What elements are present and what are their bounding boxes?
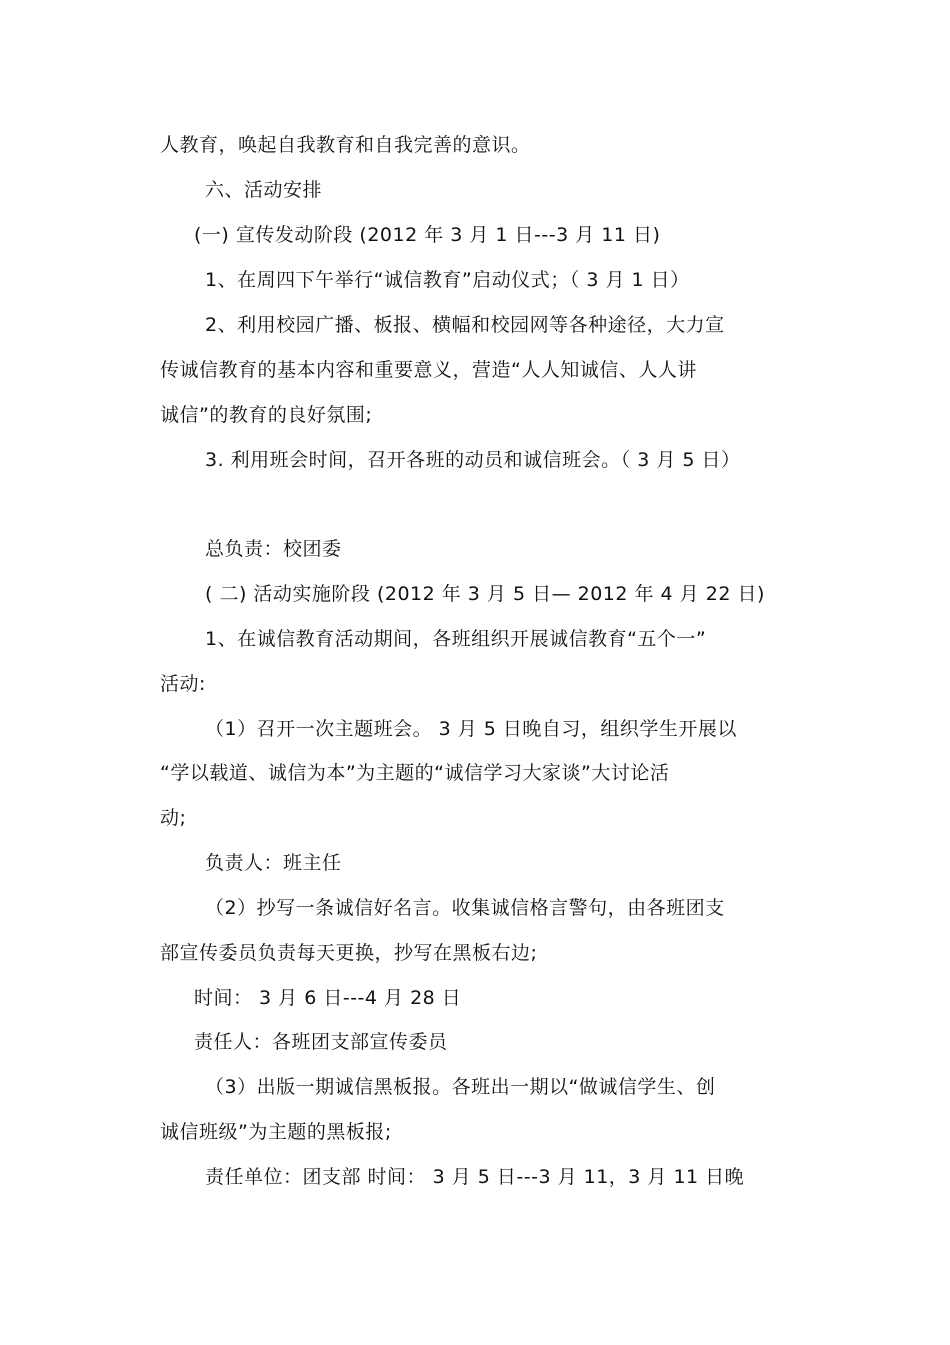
- text-line-15: 动;: [160, 807, 187, 829]
- text-line-13: （1）召开一次主题班会。 3 月 5 日晚自习，组织学生开展以: [205, 718, 737, 740]
- text-line-22: 诚信班级”为主题的黑板报;: [160, 1121, 392, 1143]
- text-line-8: 3. 利用班会时间，召开各班的动员和诚信班会。（ 3 月 5 日）: [205, 449, 741, 471]
- text-line-21: （3）出版一期诚信黑板报。各班出一期以“做诚信学生、创: [205, 1076, 716, 1098]
- text-line-7: 诚信”的教育的良好氛围;: [160, 404, 373, 426]
- text-line-9: 总负责：校团委: [205, 538, 342, 560]
- text-line-11: 1、在诚信教育活动期间，各班组织开展诚信教育“五个一”: [205, 628, 707, 650]
- text-line-5: 2、利用校园广播、板报、横幅和校园网等各种途径，大力宣: [205, 314, 725, 336]
- text-line-16: 负责人：班主任: [205, 852, 342, 874]
- text-line-4: 1、在周四下午举行“诚信教育”启动仪式；（ 3 月 1 日）: [205, 269, 690, 291]
- text-line-18: 部宣传委员负责每天更换，抄写在黑板右边;: [160, 942, 538, 964]
- text-line-6: 传诚信教育的基本内容和重要意义，营造“人人知诚信、人人讲: [160, 359, 697, 381]
- stage-heading-2: ( 二) 活动实施阶段 (2012 年 3 月 5 日— 2012 年 4 月 22 日): [205, 583, 765, 605]
- text-line-14: “学以载道、诚信为本”为主题的“诚信学习大家谈”大讨论活: [160, 762, 670, 784]
- text-line-20: 责任人：各班团支部宣传委员: [194, 1031, 448, 1053]
- text-line-12: 活动:: [160, 673, 206, 695]
- text-line-23: 责任单位：团支部 时间： 3 月 5 日---3 月 11，3 月 11 日晚: [205, 1166, 745, 1188]
- text-line-1: 人教育，唤起自我教育和自我完善的意识。: [160, 134, 531, 156]
- section-heading-activity-schedule: 六、活动安排: [205, 179, 323, 201]
- text-line-19: 时间： 3 月 6 日---4 月 28 日: [194, 987, 462, 1009]
- stage-heading-1: (一) 宣传发动阶段 (2012 年 3 月 1 日---3 月 11 日): [194, 224, 661, 246]
- text-line-17: （2）抄写一条诚信好名言。收集诚信格言警句，由各班团支: [205, 897, 725, 919]
